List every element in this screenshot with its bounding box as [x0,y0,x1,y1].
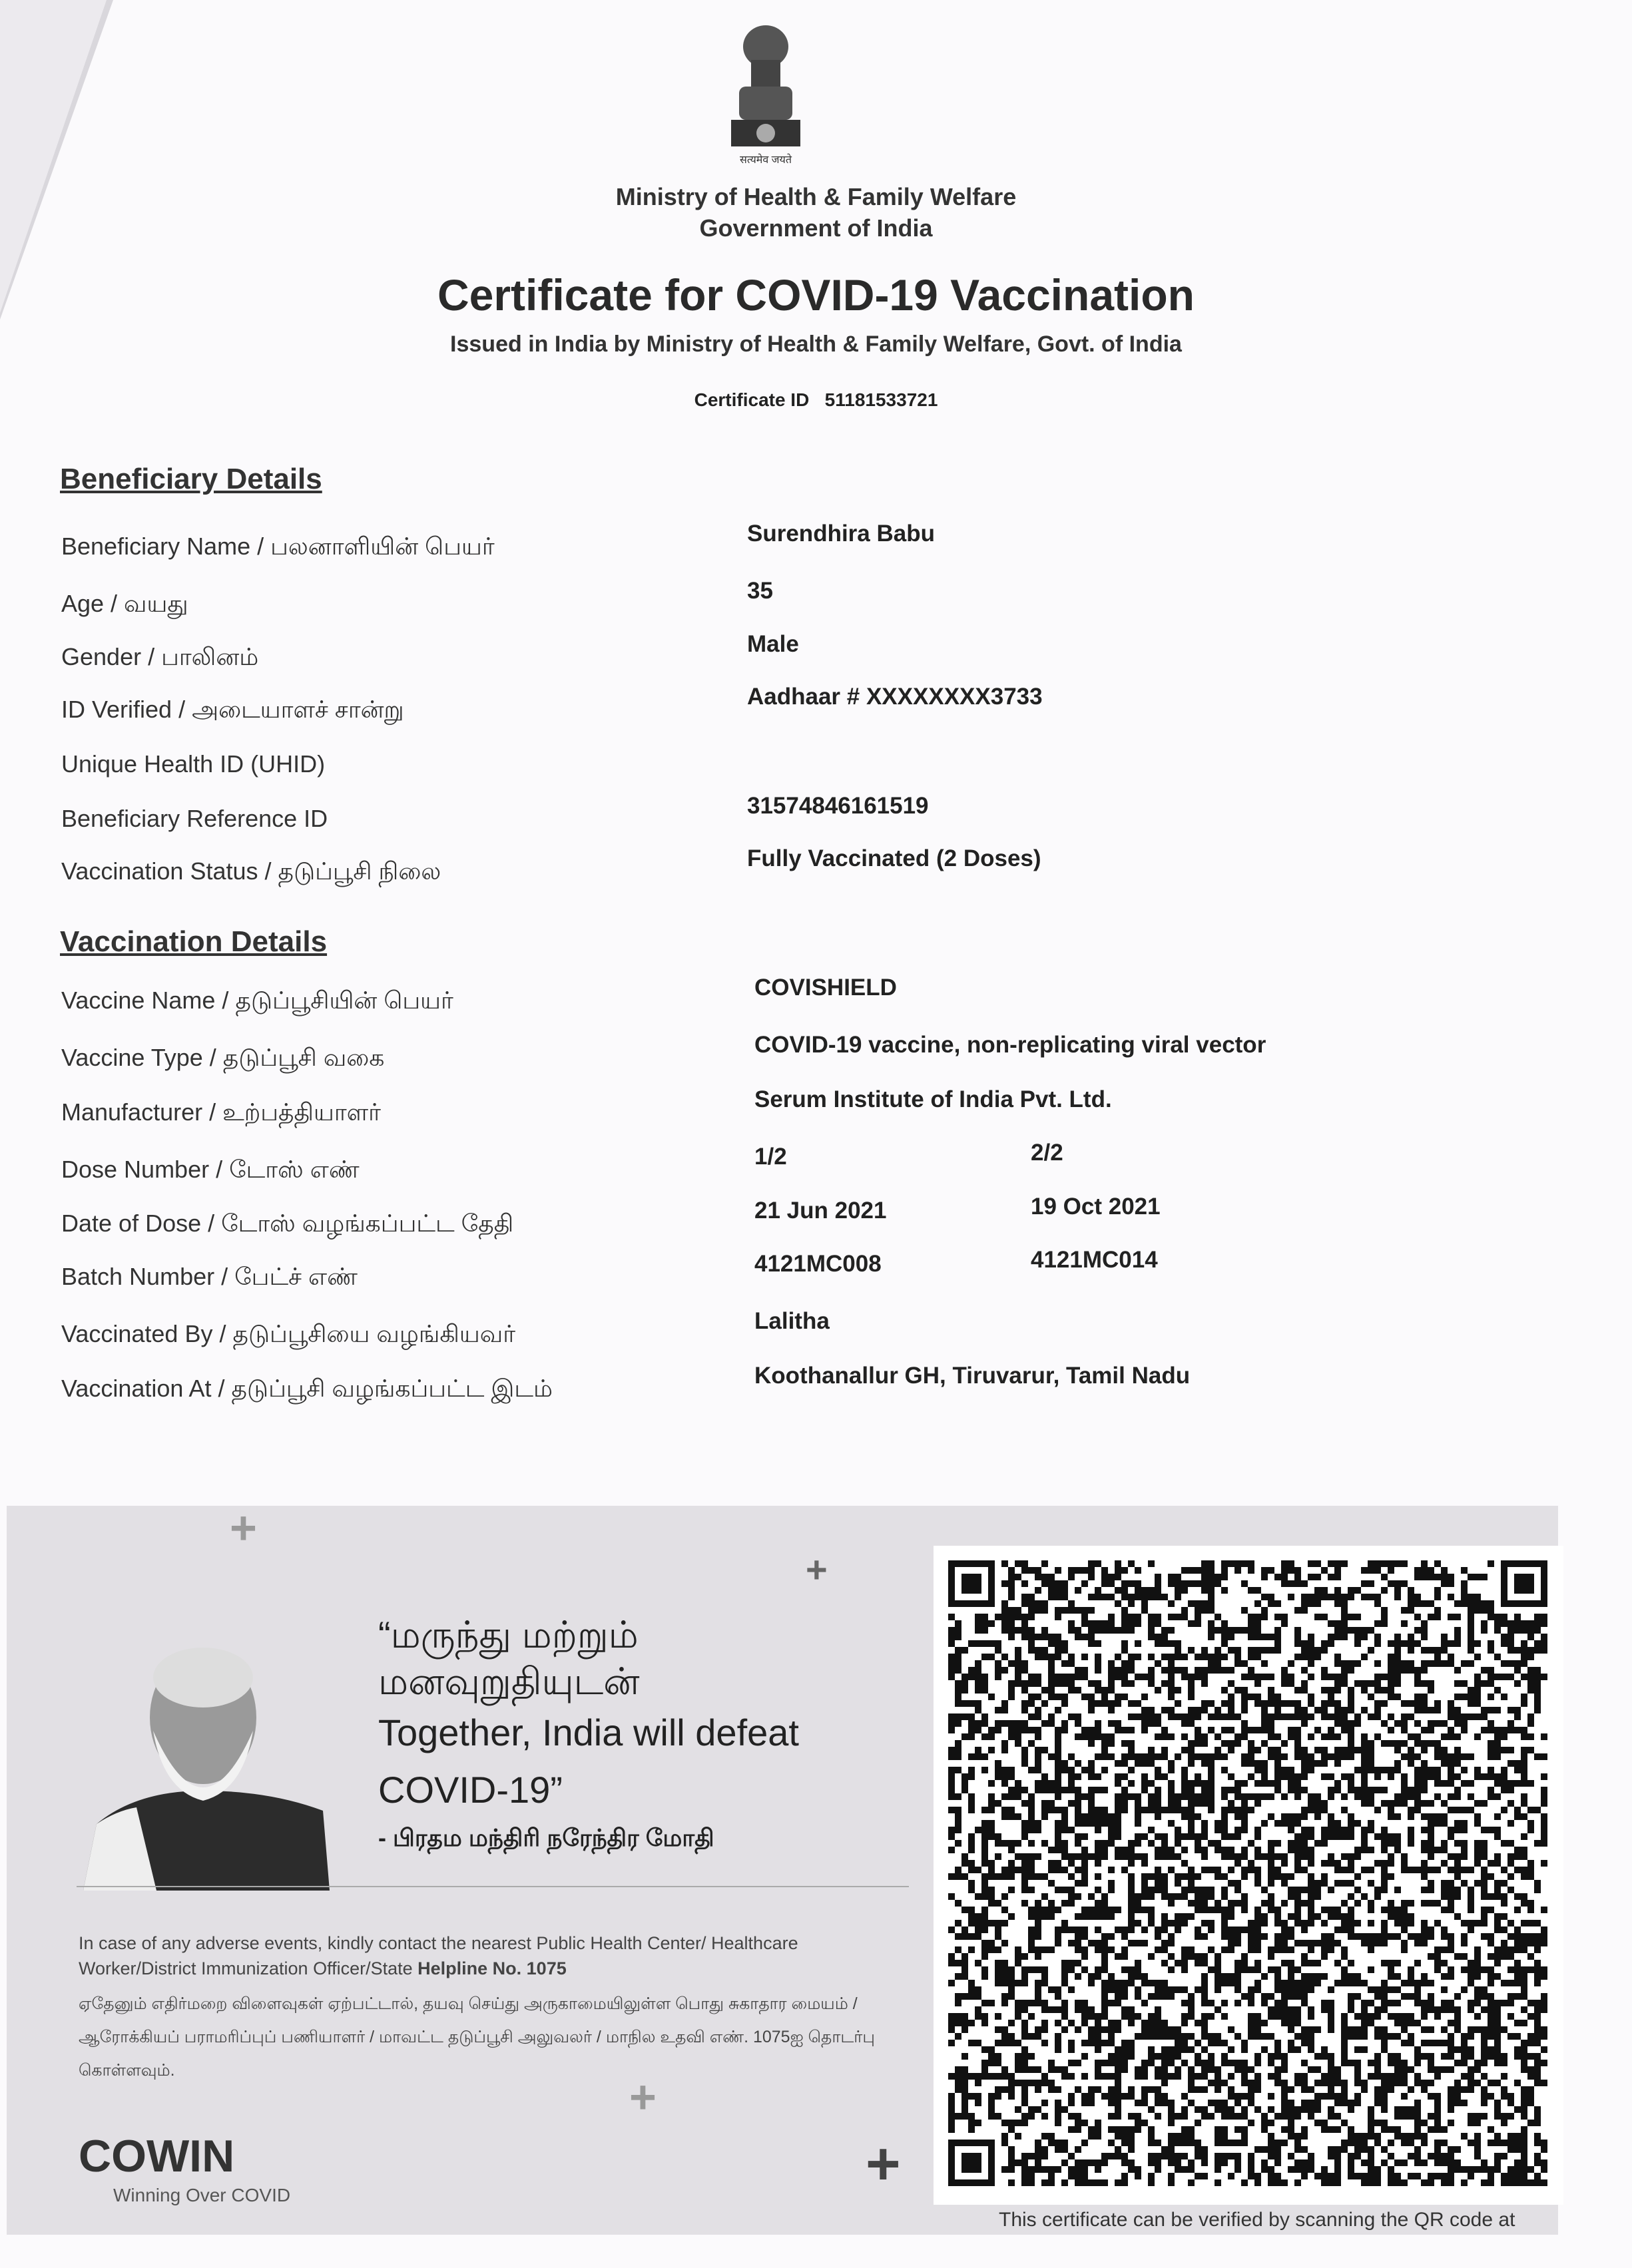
cowin-tagline: Winning Over COVID [113,2185,291,2205]
field-label: Age / வயது [61,590,188,617]
prime-minister-photo [77,1638,330,1891]
plus-decoration-icon: + [230,1502,257,1554]
certificate-id [0,389,1632,411]
government-name: Government of India [699,214,933,242]
plus-decoration-icon: + [866,2131,901,2197]
field-value: Koothanallur GH, Tiruvarur, Tamil Nadu [754,1363,1191,1389]
field-value: COVID-19 vaccine, non-replicating viral vector [754,1032,1266,1058]
field-value: 35 [747,578,773,604]
quote-english: Together, India will defeat COVID-19” [378,1711,799,1811]
certificate-title: Certificate for COVID-19 Vaccination [437,270,1195,320]
field-label: Date of Dose / டோஸ் வழங்கப்பட்ட தேதி [61,1210,514,1237]
field-value-dose-2: 2/2 [1031,1140,1063,1166]
quote-tamil-line-1: “மருந்து மற்றும் [378,1614,639,1656]
field-value: Male [747,631,799,657]
issued-by: Issued in India by Ministry of Health & Family Welfare, Govt. of India [450,332,1182,357]
field-label: Vaccinated By / தடுப்பூசியை வழங்கியவர் [61,1320,515,1347]
field-value: 21 Jun 2021 [754,1198,887,1224]
plus-decoration-icon: + [629,2071,657,2123]
field-label: Unique Health ID (UHID) [61,750,326,778]
field-label: Batch Number / பேட்ச் எண் [61,1263,358,1290]
field-label: Dose Number / டோஸ் எண் [61,1156,360,1183]
emblem-motto: सत्यमेव जयते [740,154,792,166]
field-label: Vaccine Type / தடுப்பூசி வகை [61,1044,385,1071]
qr-caption: This certificate can be verified by scanning the QR code at [999,2209,1515,2231]
divider [77,1886,909,1887]
quote-tamil-line-2: மனவுறுதியுடன் [378,1660,640,1702]
field-label: Gender / பாலினம் [61,643,259,670]
ministry-name: Ministry of Health & Family Welfare [615,183,1017,210]
folded-corner-face [0,0,107,313]
certificate-id-value: 51181533721 [824,389,938,410]
field-value: Fully Vaccinated (2 Doses) [747,845,1041,871]
field-label: Vaccination Status / தடுப்பூசி நிலை [61,857,441,885]
qr-code-box [934,1546,1563,2205]
field-label: Beneficiary Reference ID [61,805,328,832]
field-label: Vaccine Name / தடுப்பூசியின் பெயர் [61,987,453,1014]
field-label: ID Verified / அடையாளச் சான்று [61,696,404,723]
field-value: 31574846161519 [747,793,929,819]
national-emblem-icon [719,20,812,170]
helpline-number: Helpline No. 1075 [417,1958,567,1978]
quote-attribution: - பிரதம மந்திரி நரேந்திர மோதி [378,1824,714,1851]
field-value: 4121MC008 [754,1251,882,1277]
cowin-logo: COWIN [79,2131,235,2181]
field-value: Lalitha [754,1308,830,1334]
field-value: Serum Institute of India Pvt. Ltd. [754,1086,1112,1112]
field-label: Vaccination At / தடுப்பூசி வழங்கப்பட்ட இடம் [61,1375,553,1402]
beneficiary-heading: Beneficiary Details [60,463,322,495]
adverse-events-tamil: ஏதேனும் எதிர்மறை விளைவுகள் ஏற்பட்டால், தயவு செய்து அருகாமையிலுள்ள பொது சுகாதார மையம் / ஆரோக்கியப் பராமரிப்புப் பணியாளர் / மாவட்ட தடுப்பூசி அலுவலர் / மாநில உதவி எண். 1075ஐ தொடர்பு கொள்ளவும். [79,1994,875,2080]
adverse-events-text [79,1930,878,1981]
field-value-dose-2: 4121MC014 [1031,1247,1158,1273]
adverse-events-english: In case of any adverse events, kindly contact the nearest Public Health Center/ Healthcare Worker/District Immunization Officer/State [79,1933,798,1978]
field-value: Aadhaar # XXXXXXXX3733 [747,684,1043,710]
plus-decoration-icon: + [806,1548,828,1590]
qr-code[interactable] [948,1560,1547,2186]
field-value: 1/2 [754,1144,787,1170]
certificate-id-label: Certificate ID [694,389,810,410]
field-label: Manufacturer / உற்பத்தியாளர் [61,1098,381,1126]
vaccination-heading: Vaccination Details [60,925,328,958]
field-value-dose-2: 19 Oct 2021 [1031,1194,1161,1220]
field-label: Beneficiary Name / பலனாளியின் பெயர் [61,533,495,560]
field-value: Surendhira Babu [747,521,935,547]
field-value: COVISHIELD [754,975,897,1001]
